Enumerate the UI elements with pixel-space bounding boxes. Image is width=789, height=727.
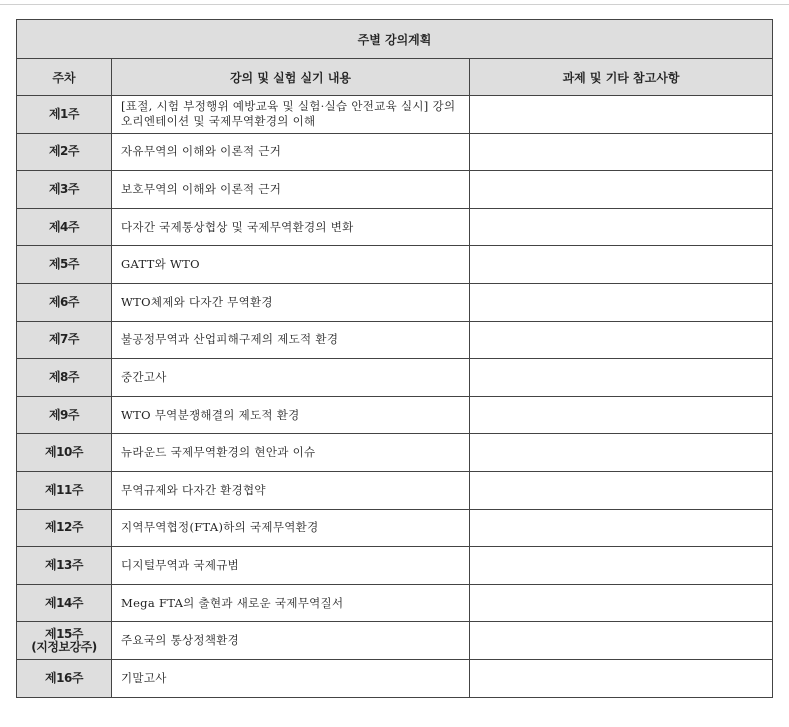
weekly-plan-table: [16, 19, 773, 698]
lecture-content-cell: 보호무역의 이해와 이론적 근거: [112, 171, 470, 209]
table-row: [17, 171, 773, 209]
header-notes: 과제 및 기타 참고사항: [470, 59, 773, 96]
notes-cell: [470, 547, 773, 585]
week-cell: 제5주: [17, 246, 112, 284]
week-cell: 제11주: [17, 471, 112, 509]
notes-cell: [470, 509, 773, 547]
table-body: [17, 96, 773, 698]
notes-cell: [470, 584, 773, 622]
notes-cell: [470, 359, 773, 397]
table-row: [17, 584, 773, 622]
table-row: [17, 246, 773, 284]
week-cell: 제10주: [17, 434, 112, 472]
table-row: [17, 396, 773, 434]
week-cell: 제15주 (지정보강주): [17, 622, 112, 660]
lecture-content-cell: 중간고사: [112, 359, 470, 397]
notes-cell: [470, 208, 773, 246]
notes-cell: [470, 434, 773, 472]
notes-cell: [470, 171, 773, 209]
lecture-content-cell: 디지털무역과 국제규범: [112, 547, 470, 585]
lecture-content-cell: 다자간 국제통상협상 및 국제무역환경의 변화: [112, 208, 470, 246]
week-cell: 제7주: [17, 321, 112, 359]
lecture-content-cell: 불공정무역과 산업피해구제의 제도적 환경: [112, 321, 470, 359]
table-row: [17, 509, 773, 547]
lecture-content-cell: GATT와 WTO: [112, 246, 470, 284]
table-row: [17, 359, 773, 397]
lecture-content-cell: Mega FTA의 출현과 새로운 국제무역질서: [112, 584, 470, 622]
lecture-content-cell: 주요국의 통상정책환경: [112, 622, 470, 660]
lecture-content-cell: 기말고사: [112, 659, 470, 697]
table-row: [17, 133, 773, 171]
lecture-content-cell: 뉴라운드 국제무역환경의 현안과 이슈: [112, 434, 470, 472]
table-row: [17, 321, 773, 359]
top-divider: [0, 4, 789, 5]
notes-cell: [470, 622, 773, 660]
lecture-content-cell: 지역무역협정(FTA)하의 국제무역환경: [112, 509, 470, 547]
table-row: [17, 434, 773, 472]
table-row: [17, 283, 773, 321]
lecture-content-cell: 무역규제와 다자간 환경협약: [112, 471, 470, 509]
week-cell: 제1주: [17, 96, 112, 134]
week-cell: 제12주: [17, 509, 112, 547]
table-row: [17, 208, 773, 246]
notes-cell: [470, 659, 773, 697]
week-cell: 제14주: [17, 584, 112, 622]
lecture-content-cell: WTO체제와 다자간 무역환경: [112, 283, 470, 321]
week-cell: 제8주: [17, 359, 112, 397]
lecture-content-cell: 자유무역의 이해와 이론적 근거: [112, 133, 470, 171]
week-cell: 제2주: [17, 133, 112, 171]
table-row: [17, 471, 773, 509]
header-week: 주차: [17, 59, 112, 96]
notes-cell: [470, 246, 773, 284]
week-cell: 제6주: [17, 283, 112, 321]
notes-cell: [470, 471, 773, 509]
table-row: [17, 622, 773, 660]
lecture-content-cell: WTO 무역분쟁해결의 제도적 환경: [112, 396, 470, 434]
table-row: [17, 547, 773, 585]
header-content: 강의 및 실험 실기 내용: [112, 59, 470, 96]
week-cell: 제13주: [17, 547, 112, 585]
notes-cell: [470, 321, 773, 359]
table-title: 주별 강의계획: [17, 20, 773, 59]
week-cell: 제16주: [17, 659, 112, 697]
week-cell: 제9주: [17, 396, 112, 434]
table-row: [17, 659, 773, 697]
week-cell: 제4주: [17, 208, 112, 246]
notes-cell: [470, 133, 773, 171]
table-row: [17, 96, 773, 134]
week-cell: 제3주: [17, 171, 112, 209]
lecture-content-cell: [표절, 시험 부정행위 예방교육 및 실험·실습 안전교육 실시] 강의오리엔테이션 및 국제무역환경의 이해: [112, 96, 470, 134]
notes-cell: [470, 283, 773, 321]
notes-cell: [470, 96, 773, 134]
notes-cell: [470, 396, 773, 434]
